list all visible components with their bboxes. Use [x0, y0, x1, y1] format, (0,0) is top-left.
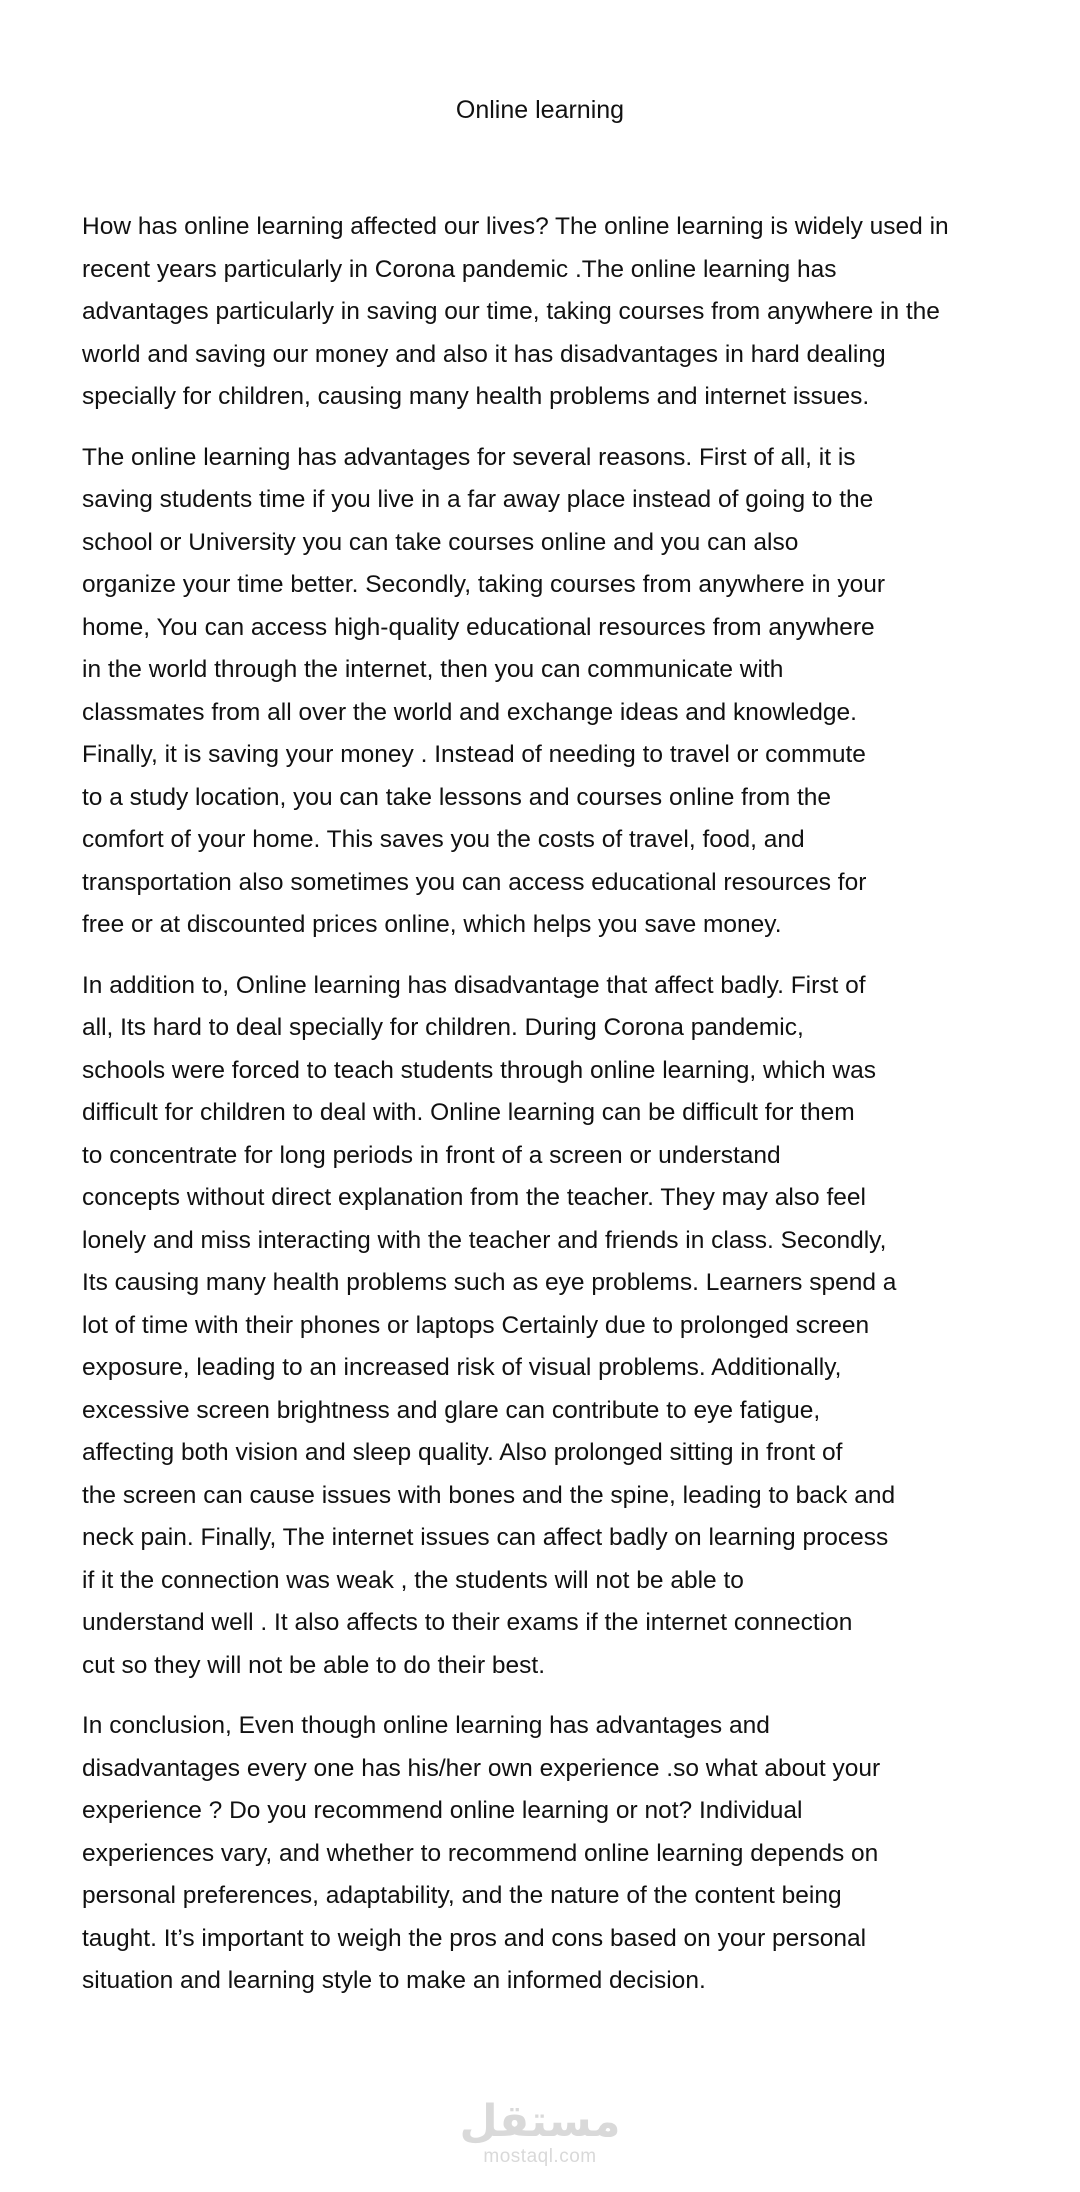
- paragraph-line: classmates from all over the world and exchange ideas and knowledge.: [82, 698, 857, 726]
- paragraph-line: How has online learning affected our lives? The online learning is widely used in: [82, 213, 949, 240]
- paragraph-line: lot of time with their phones or laptops Certainly due to prolonged screen: [82, 1311, 870, 1339]
- paragraph-line: exposure, leading to an increased risk of visual problems. Additionally,: [82, 1354, 842, 1381]
- paragraph-line: taught. It’s important to weigh the pros and cons based on your personal: [82, 1924, 867, 1952]
- paragraph-line: Finally, it is saving your money . Instead of needing to travel or commute: [82, 741, 866, 768]
- watermark-logo-text: مستقل: [459, 2096, 621, 2147]
- mostaql-watermark: [0, 2098, 1080, 2168]
- paragraph-line: In addition to, Online learning has disadvantage that affect badly. First of: [82, 971, 866, 999]
- paragraph-line: concepts without direct explanation from the teacher. They may also feel: [82, 1184, 866, 1211]
- paragraph-line: cut so they will not be able to do their best.: [82, 1651, 546, 1679]
- paragraph-line: recent years particularly in Corona pandemic .The online learning has: [82, 255, 837, 283]
- paragraph-2: [82, 437, 1012, 947]
- paragraph-line: comfort of your home. This saves you the costs of travel, food, and: [82, 826, 805, 853]
- paragraph-line: understand well . It also affects to their exams if the internet connection: [82, 1609, 853, 1636]
- document-body: [82, 206, 1012, 2021]
- paragraph-line: the screen can cause issues with bones and the spine, leading to back and: [82, 1481, 896, 1509]
- paragraph-line: In conclusion, Even though online learning has advantages and: [82, 1712, 770, 1739]
- paragraph-line: home, You can access high-quality educational resources from anywhere: [82, 613, 875, 641]
- paragraph-line: to concentrate for long periods in front of a screen or understand: [82, 1141, 781, 1169]
- paragraph-line: school or University you can take courses online and you can also: [82, 528, 799, 556]
- paragraph-line: The online learning has advantages for several reasons. First of all, it is: [82, 443, 856, 471]
- paragraph-line: experiences vary, and whether to recommend online learning depends on: [82, 1839, 879, 1867]
- watermark-domain: mostaql.com: [483, 2146, 597, 2167]
- paragraph-line: neck pain. Finally, The internet issues can affect badly on learning process: [82, 1524, 889, 1551]
- document-title: Online learning: [455, 96, 625, 124]
- paragraph-line: free or at discounted prices online, which helps you save money.: [82, 911, 782, 938]
- paragraph-3: [82, 965, 1012, 1688]
- paragraph-4: [82, 1705, 1012, 2003]
- paragraph-line: affecting both vision and sleep quality. Also prolonged sitting in front of: [82, 1439, 843, 1466]
- paragraph-line: schools were forced to teach students through online learning, which was: [82, 1056, 876, 1084]
- paragraph-line: Its causing many health problems such as eye problems. Learners spend a: [82, 1269, 897, 1296]
- paragraph-1: [82, 206, 1012, 419]
- paragraph-line: in the world through the internet, then you can communicate with: [82, 656, 784, 683]
- paragraph-line: excessive screen brightness and glare can contribute to eye fatigue,: [82, 1396, 821, 1424]
- paragraph-line: to a study location, you can take lessons and courses online from the: [82, 783, 832, 811]
- paragraph-line: experience ? Do you recommend online learning or not? Individual: [82, 1797, 803, 1824]
- paragraph-line: difficult for children to deal with. Online learning can be difficult for them: [82, 1099, 855, 1126]
- paragraph-line: if it the connection was weak , the students will not be able to: [82, 1566, 744, 1594]
- paragraph-line: saving students time if you live in a far away place instead of going to the: [82, 486, 874, 513]
- paragraph-line: all, Its hard to deal specially for children. During Corona pandemic,: [82, 1014, 804, 1041]
- paragraph-line: situation and learning style to make an informed decision.: [82, 1967, 706, 1994]
- paragraph-line: specially for children, causing many health problems and internet issues.: [82, 383, 870, 410]
- paragraph-line: organize your time better. Secondly, taking courses from anywhere in your: [82, 571, 885, 598]
- paragraph-line: personal preferences, adaptability, and the nature of the content being: [82, 1882, 842, 1909]
- paragraph-line: lonely and miss interacting with the teacher and friends in class. Secondly,: [82, 1226, 887, 1254]
- paragraph-line: disadvantages every one has his/her own experience .so what about your: [82, 1754, 881, 1782]
- paragraph-line: advantages particularly in saving our time, taking courses from anywhere in the: [82, 298, 940, 325]
- paragraph-line: transportation also sometimes you can access educational resources for: [82, 868, 867, 896]
- paragraph-line: world and saving our money and also it has disadvantages in hard dealing: [82, 340, 886, 368]
